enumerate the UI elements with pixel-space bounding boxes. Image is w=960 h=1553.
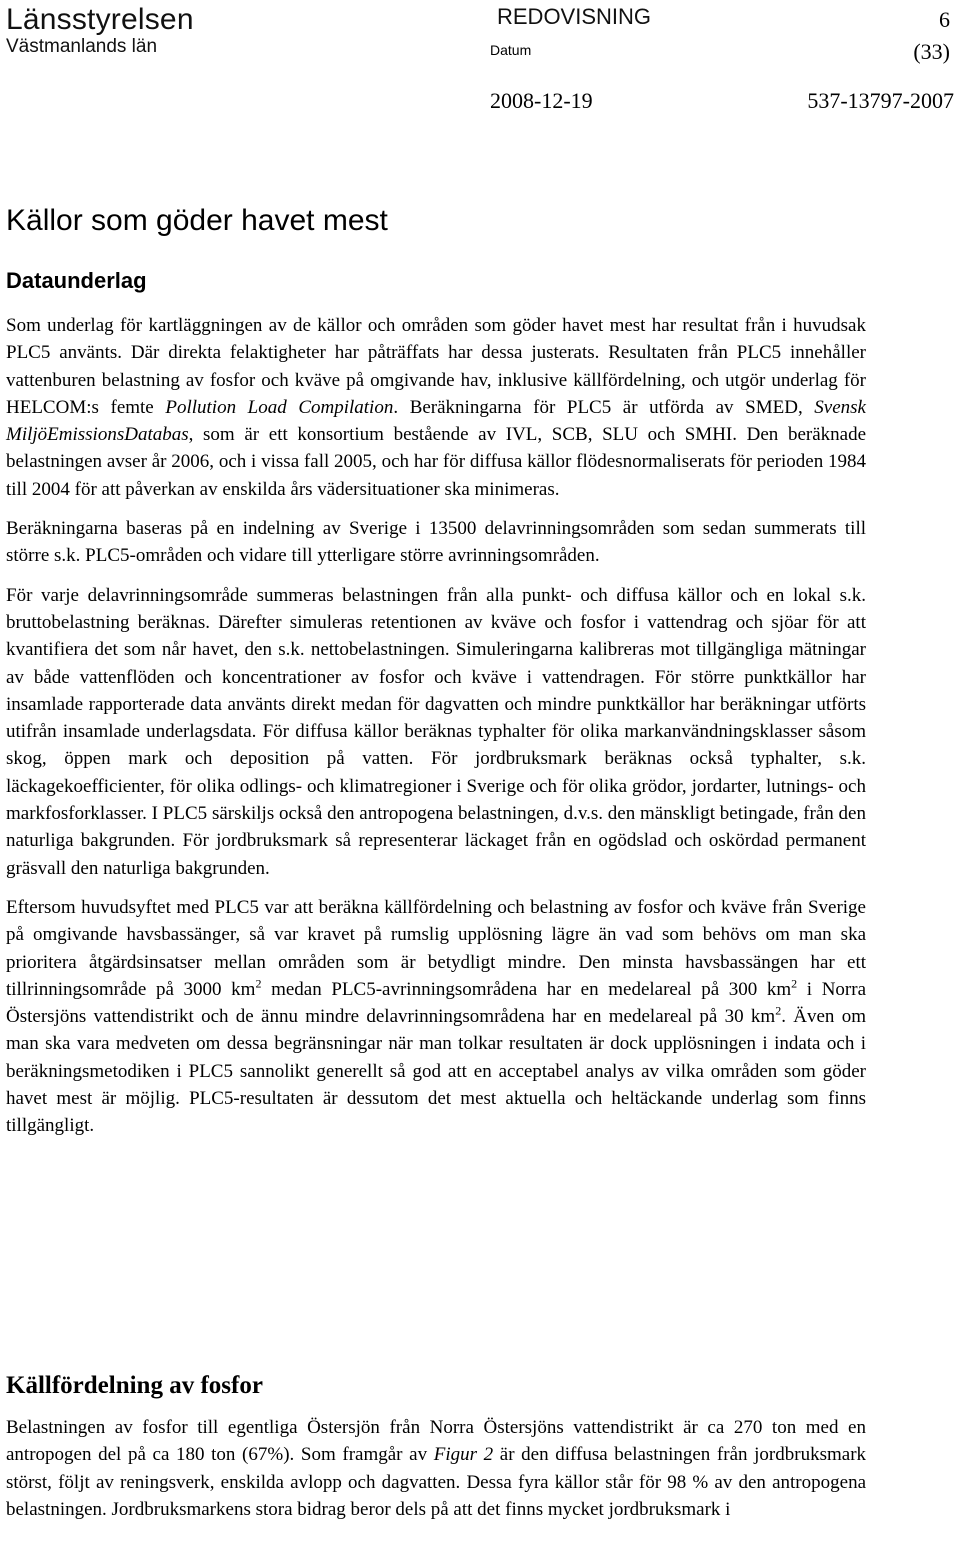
agency-logo <box>6 4 194 57</box>
page-total: (33) <box>913 39 950 64</box>
logo-org-name: Länsstyrelsen <box>6 3 194 36</box>
page-current: 6 <box>939 7 950 32</box>
figure-reference: Figur 2 <box>433 1444 494 1466</box>
paragraph: Eftersom huvudsyftet med PLC5 var att beräkna källfördelning och belastning av fosfor och kväve från Sverige på omgivande havsbassänger, så var kravet på rumslig upplösning lägre än vad som behövs om man ska prioritera åtgärdsinsatser mellan områden som är betydligt mindre. Den minsta havsbassängen har ett tillrinningsområde på 3000 $km^2$ medan PLC5-avrinningsområdena har en medelareal på 300 $km^2$ i Norra Östersjöns vattendistrikt och de ännu mindre delavrinningsområdena har en medelareal på 30 $km^2$. Även om man ska vara medveten om dessa begränsningar när man tolkar resultaten är dock upplösningen i indata och i beräkningsmetodiken i PLC5 sannolikt generellt så god att en acceptabel analys av vilka områden som göder havet mest är möjlig. PLC5-resultaten är dessutom det mest aktuella och heltäckande underlag som finns tillgängligt. <box>6 896 867 1137</box>
page-number <box>913 4 950 68</box>
paragraph: Som underlag för kartläggningen av de källor och områden som göder havet mest har resultat från i huvudsak PLC5 använts. Där direkta felaktigheter har påträffats har dessa justerats. Resultaten från PLC5 innehåller vattenburen belastning av fosfor och kväve på omgivande hav, inklusive källfördelning, och utgör underlag för HELCOM:s femte Pollution Load Compilation. Beräkningarna för PLC5 är utförda av SMED, Svensk MiljöEmissionsDatabas, som är ett konsortium bestående av IVL, SCB, SLU och SMHI. Den beräknade belastningen avser år 2006, och i vissa fall 2005, och har för diffusa källor flödesnormaliserats för perioden 1984 till 2004 för att påverkan av enskilda års vädersituationer ska minimeras. <box>6 315 866 500</box>
document-type: REDOVISNING <box>497 4 652 29</box>
section-heading-dataunderlag: Dataunderlag <box>6 268 147 293</box>
logo-county-name: Västmanlands län <box>6 36 158 57</box>
document-number: 537-13797-2007 <box>807 88 954 113</box>
section-body-dataunderlag <box>6 312 866 1152</box>
paragraph: För varje delavrinningsområde summeras belastningen från alla punkt- och diffusa källor och en lokal s.k. bruttobelastning beräknas. Därefter simuleras retentionen av kväve och fosfor i vattendrag och sjöar för att kvantifiera det som når havet, den s.k. nettobelastningen. Simuleringarna kalibreras mot tillgängliga mätningar av både vattenflöden och koncentrationer av fosfor och kväve i vattendragen. För större punktkällor har insamlade rapporterade data använts direkt medan för dagvatten och mindre punktkällor har beräkningar utförts utifrån insamlade underlagsdata. För diffusa källor beräknas typhalter för olika markanvändningsklasser såsom skog, öppen mark och deposition på vatten. För jordbruksmark beräknas också typhalter, s.k. läckagekoefficienter, för olika odlings- och klimatregioner i Sverige och för olika grödor, jordarter, lutnings- och markfosforklasser. I PLC5 särskiljs också den antropogena belastningen, d.v.s. den mänskligt betingade, från den naturliga bakgrunden. För jordbruksmark så representerar läckaget från en ogödslad och oskördad permanent gräsvall den naturliga bakgrunden. <box>6 584 866 879</box>
paragraph: Belastningen av fosfor till egentliga Östersjön från Norra Östersjöns vattendistrikt är ca 270 ton med en antropogen del på ca 180 ton (67%). Som framgår av Figur 2 är den diffusa belastningen från jordbruksmark störst, följt av reningsverk, enskilda avlopp och dagvatten. Dessa fyra källor står för 98 % av den antropogena belastningen. Jordbruksmarkens stora bidrag beror dels på att det finns mycket jordbruksmark i <box>6 1417 867 1520</box>
document-date: 2008-12-19 <box>490 88 593 113</box>
section-heading-fosfor: Källfördelning av fosfor <box>6 1372 263 1399</box>
date-label: Datum <box>490 42 532 58</box>
page-title: Källor som göder havet mest <box>6 204 388 237</box>
paragraph: Beräkningarna baseras på en indelning av Sverige i 13500 delavrinningsområden som sedan summerats till större s.k. PLC5-områden och vidare till ytterligare större avrinningsområden. <box>6 518 866 567</box>
section-body-fosfor <box>6 1414 866 1535</box>
